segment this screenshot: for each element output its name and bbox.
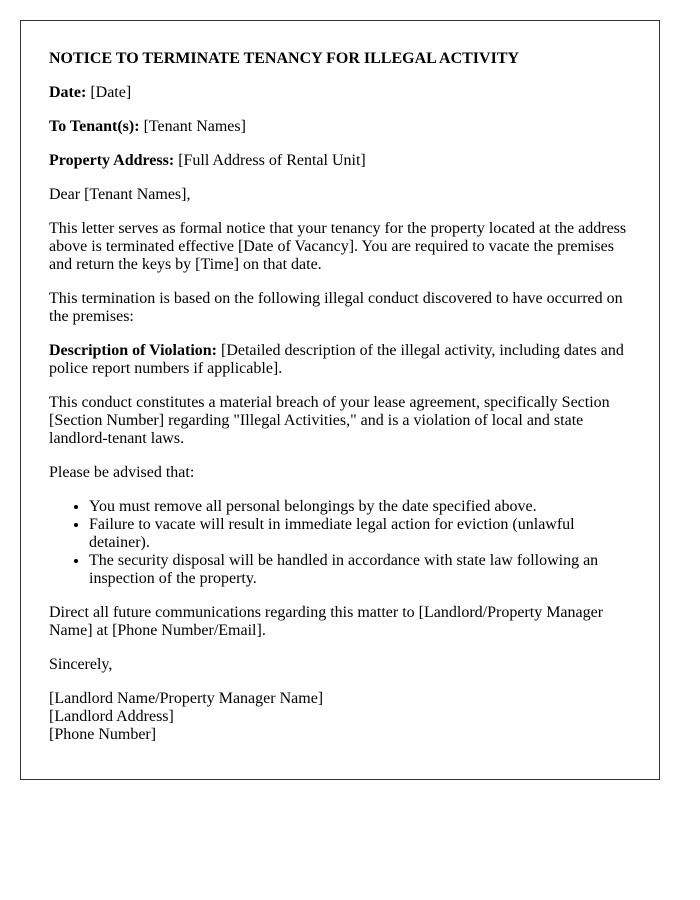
signature-name: [Landlord Name/Property Manager Name] [49,690,324,707]
advisory-list [49,498,631,588]
basis-paragraph: This termination is based on the following illegal conduct discovered to have occurred on the premises: [49,290,623,325]
salutation: Dear [Tenant Names], [49,186,191,203]
tenants-value: [Tenant Names] [143,118,246,135]
breach-paragraph: This conduct constitutes a material breach of your lease agreement, specifically Section [Section Number] regarding "Illegal Activities," and is a violation of local and state landlord-tenant laws. [49,394,610,447]
list-item: • The security disposal will be handled in accordance with state law following an inspection of the property. [89,552,631,588]
list-item: • You must remove all personal belongings by the date specified above. [89,498,631,516]
notice-paragraph: This letter serves as formal notice that your tenancy for the property located at the address above is terminated effective [Date of Vacancy]. You are required to vacate the premises and return the keys by [Time] on that date. [49,220,627,273]
closing: Sincerely, [49,656,113,673]
violation-value: [Detailed description of the illegal activity, including dates and police report numbers if applicable]. [49,342,624,377]
tenants-label: To Tenant(s): [49,118,140,135]
property-address-label: Property Address: [49,152,175,169]
tenants-field [49,118,631,136]
date-field [49,84,631,102]
advised-paragraph: Please be advised that: [49,464,195,481]
signature-address: [Landlord Address] [49,708,174,725]
violation-label: Description of Violation: [49,342,217,359]
list-item: • Failure to vacate will result in immediate legal action for eviction (unlawful detainer). [89,516,631,552]
property-address-field [49,152,631,170]
letter-container [20,20,660,780]
signature-phone: [Phone Number] [49,726,157,743]
document-title: NOTICE TO TERMINATE TENANCY FOR ILLEGAL ACTIVITY [49,50,520,67]
violation-paragraph [49,342,631,378]
signature-block [49,690,631,744]
property-address-value: [Full Address of Rental Unit] [178,152,366,169]
contact-paragraph: Direct all future communications regarding this matter to [Landlord/Property Manager Name] at [Phone Number/Email]. [49,604,604,639]
date-value: [Date] [90,84,132,101]
date-label: Date: [49,84,87,101]
